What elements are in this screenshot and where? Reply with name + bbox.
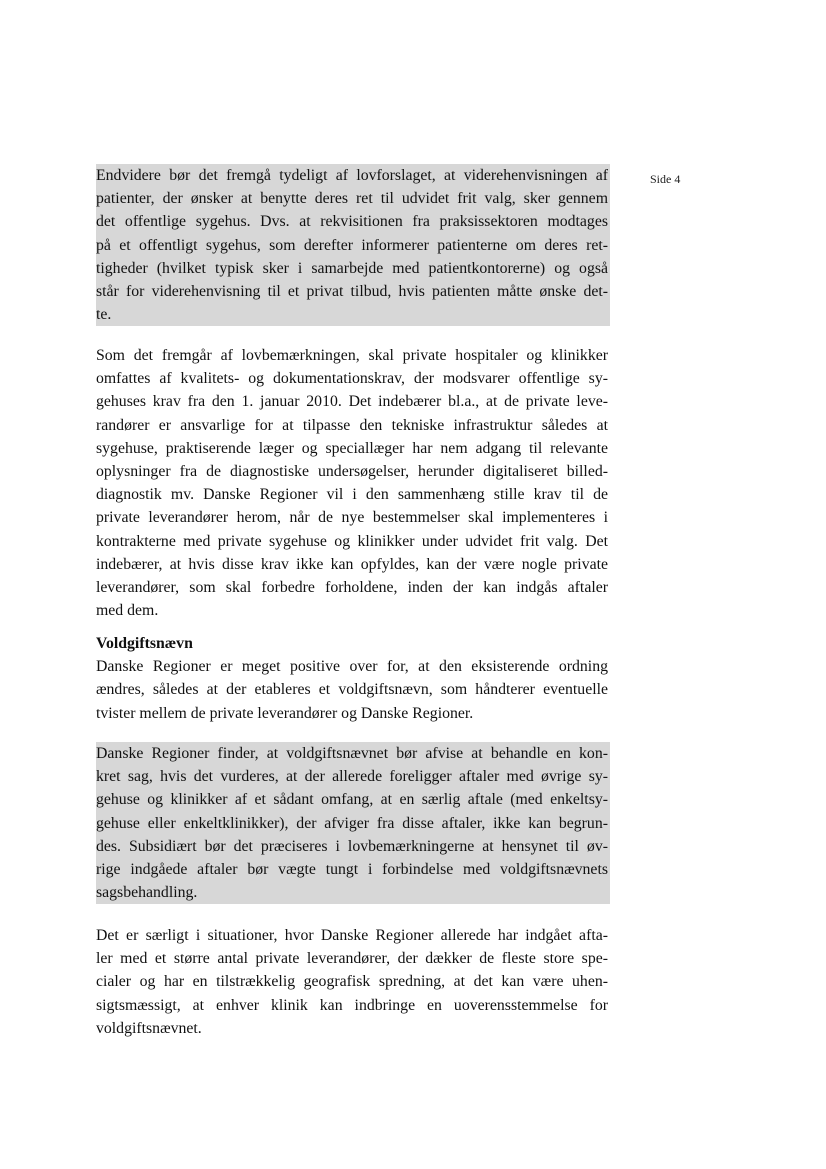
text-line: te. [96, 306, 112, 324]
text-line: indebærer, at hvis disse krav ikke kan opfyldes, kan der være nogle private [96, 555, 608, 573]
text-line: Som det fremgår af lovbemærkningen, skal private hospitaler og klinikker [96, 347, 608, 364]
text-line: sygehuse, praktiserende læger og speciallæger har nem adgang til relevante [96, 439, 608, 457]
text-line: leverandører, som skal forbedre forholdene, inden der kan indgås aftaler [96, 579, 608, 597]
text-line: tigheder (hvilket typisk sker i samarbejde med patientkontorerne) og også [96, 259, 608, 277]
text-line: på et offentligt sygehus, som derefter informerer patienterne om deres ret- [96, 236, 608, 254]
text-line: Det er særligt i situationer, hvor Danske Regioner allerede har indgået afta- [96, 927, 608, 944]
paragraph-situationer [96, 924, 608, 1040]
text-line: oplysninger fra de diagnostiske undersøgelser, herunder digitaliseret billed- [96, 463, 608, 481]
text-line: diagnostik mv. Danske Regioner vil i den sammenhæng stille krav til de [96, 486, 608, 504]
text-line: des. Subsidiært bør det præciseres i lovbemærkningerne at hensynet til øv- [96, 837, 608, 855]
text-line: patienter, der ønsker at benytte deres ret til udvidet frit valg, sker gennem [96, 190, 608, 208]
text-line: gehuses krav fra den 1. januar 2010. Det indebærer bl.a., at de private leve- [96, 393, 608, 411]
page-number-label: Side 4 [650, 172, 681, 186]
paragraph-voldgift-afvisning [96, 742, 610, 904]
text-line: står for viderehenvisning til et privat tilbud, hvis patienten måtte ønske det- [96, 283, 608, 301]
text-line: cialer og har en tilstrækkelig geografisk spredning, at det kan være uhen- [96, 973, 608, 991]
text-line: rige indgåede aftaler bør vægte tungt i forbindelse med voldgiftsnævnets [96, 861, 608, 879]
text-line: kret sag, hvis det vurderes, at der allerede foreligger aftaler med øvrige sy- [96, 768, 608, 786]
text-line: voldgiftsnævnet. [96, 1019, 202, 1037]
text-line: sigtsmæssigt, at enhver klinik kan indbringe en uoverensstemmelse for [96, 996, 608, 1014]
text-line: ler med et større antal private leverandører, der dækker de fleste store spe- [96, 950, 608, 968]
text-line: gehuse og klinikker af et sådant omfang, at en særlig aftale (med enkeltsy- [96, 791, 608, 809]
text-line: randører er ansvarlige for at tilpasse den tekniske infrastruktur således at [96, 416, 608, 434]
text-line: private leverandører herom, når de nye bestemmelser skal implementeres i [96, 509, 608, 527]
text-line: Endvidere bør det fremgå tydeligt af lovforslaget, at viderehenvisningen af [96, 167, 608, 184]
section-voldgiftsnaevn [96, 632, 608, 725]
text-line: omfattes af kvalitets- og dokumentationskrav, der modsvarer offentlige sy- [96, 370, 608, 388]
paragraph-lovforslag-viderehenvisning [96, 164, 610, 326]
section-heading: Voldgiftsnævn [96, 635, 193, 652]
text-line: sagsbehandling. [96, 884, 198, 902]
paragraph-kvalitetskrav [96, 344, 608, 622]
text-line: Danske Regioner finder, at voldgiftsnævnet bør afvise at behandle en kon- [96, 745, 608, 762]
text-line: det offentlige sygehus. Dvs. at rekvisitionen fra praksissektoren modtages [96, 213, 608, 231]
text-line: gehuse eller enkeltklinikker), der afviger fra disse aftaler, ikke kan begrun- [96, 814, 608, 832]
text-line: ændres, således at der etableres et voldgiftsnævn, som håndterer eventuelle [96, 681, 608, 699]
text-line: tvister mellem de private leverandører og Danske Regioner. [96, 704, 474, 722]
text-line: Danske Regioner er meget positive over for, at den eksisterende ordning [96, 658, 608, 676]
text-line: med dem. [96, 602, 159, 620]
text-line: kontrakterne med private sygehuse og klinikker under udvidet frit valg. Det [96, 532, 608, 550]
